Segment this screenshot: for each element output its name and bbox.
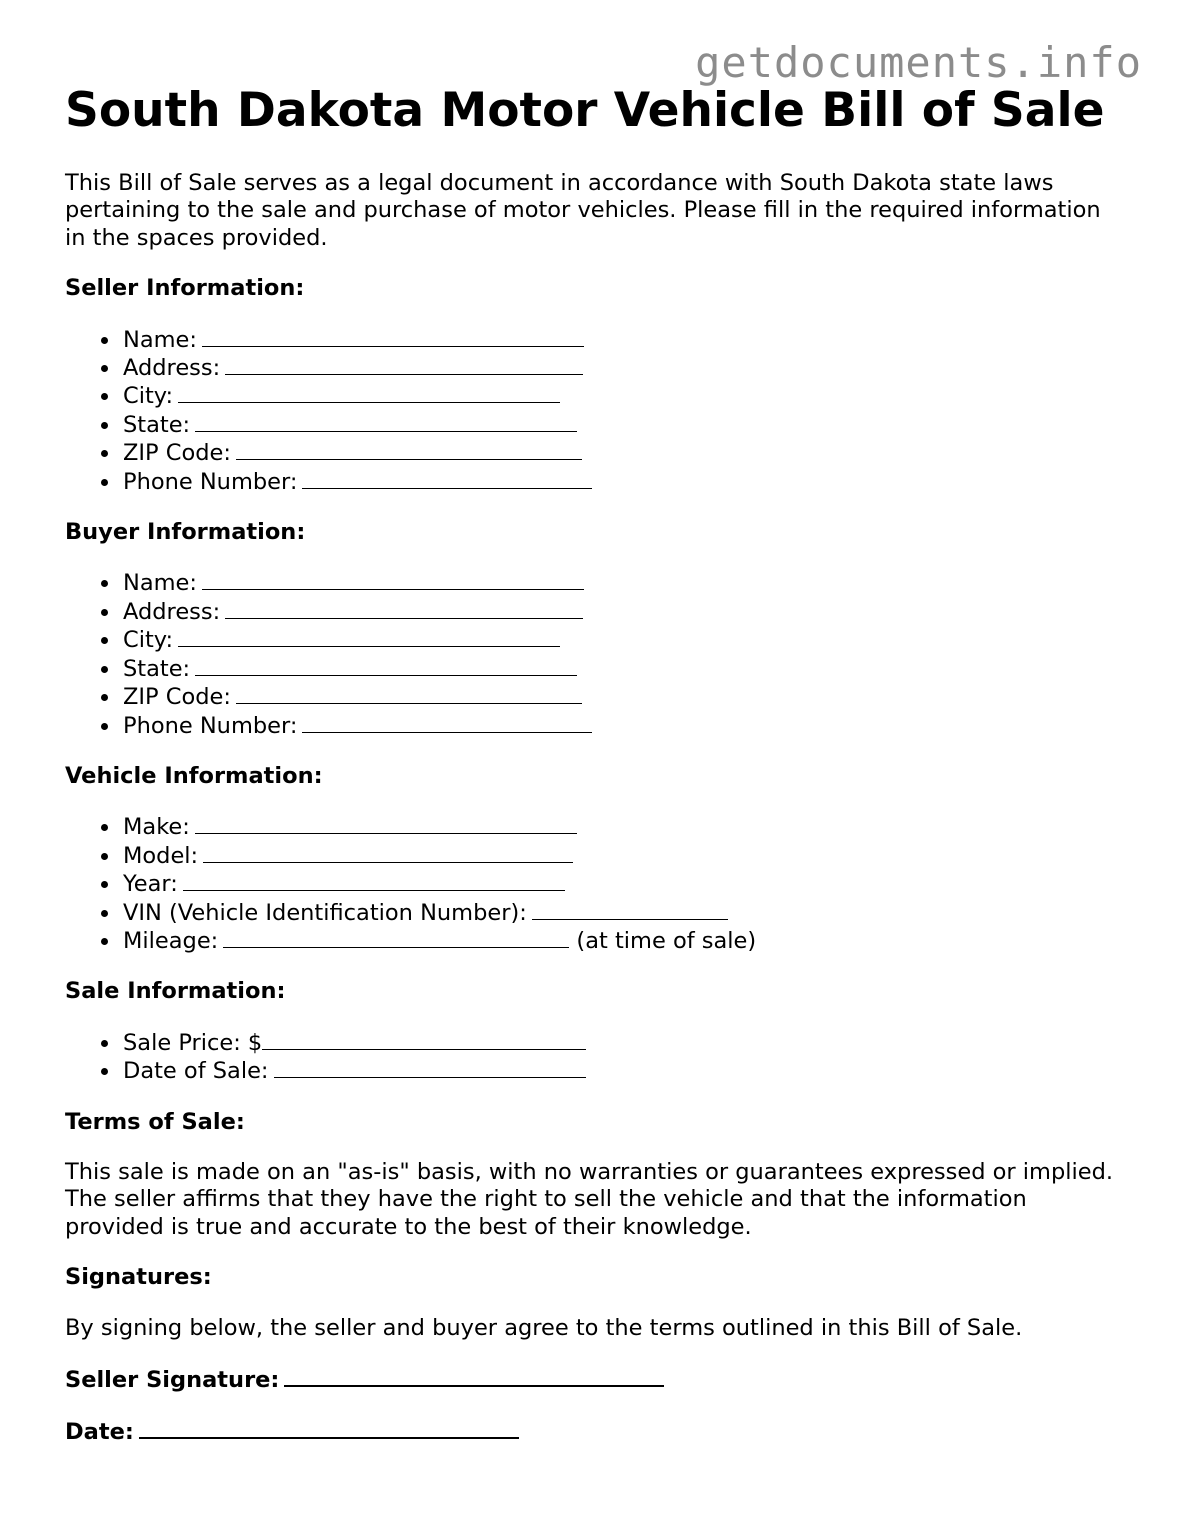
- sale-price-blank[interactable]: [262, 1029, 586, 1050]
- seller-state-field[interactable]: State:: [123, 411, 1125, 439]
- page-title: South Dakota Motor Vehicle Bill of Sale: [65, 83, 1105, 138]
- sale-fields: [65, 1029, 1125, 1086]
- date-field[interactable]: Date:: [65, 1417, 1125, 1446]
- vehicle-vin-field[interactable]: VIN (Vehicle Identification Number):: [123, 899, 1125, 927]
- vehicle-make-field[interactable]: Make:: [123, 813, 1125, 841]
- seller-phone-field[interactable]: Phone Number:: [123, 468, 1125, 496]
- terms-heading: Terms of Sale:: [65, 1108, 245, 1135]
- buyer-heading: Buyer Information:: [65, 519, 306, 546]
- vehicle-model-blank[interactable]: [203, 842, 573, 863]
- vehicle-mileage-blank[interactable]: [223, 927, 569, 948]
- sale-heading: Sale Information:: [65, 978, 286, 1005]
- intro-paragraph: This Bill of Sale serves as a legal document in accordance with South Dakota state laws pertaining to the sale and purchase of motor vehicles. Please fill in the required information in the spaces provided.: [65, 170, 1101, 251]
- seller-address-field[interactable]: Address:: [123, 354, 1125, 382]
- seller-fields: [65, 326, 1125, 496]
- seller-signature-field[interactable]: Seller Signature:: [65, 1365, 1125, 1394]
- vehicle-year-blank[interactable]: [183, 870, 565, 891]
- buyer-phone-field[interactable]: Phone Number:: [123, 712, 1125, 740]
- buyer-phone-blank[interactable]: [302, 712, 592, 733]
- vehicle-vin-blank[interactable]: [532, 899, 728, 920]
- vehicle-model-field[interactable]: Model:: [123, 842, 1125, 870]
- seller-zip-field[interactable]: ZIP Code:: [123, 439, 1125, 467]
- buyer-address-field[interactable]: Address:: [123, 598, 1125, 626]
- seller-name-field[interactable]: Name:: [123, 326, 1125, 354]
- signatures-heading: Signatures:: [65, 1264, 212, 1291]
- mileage-suffix: (at time of sale): [576, 927, 757, 954]
- seller-name-blank[interactable]: [202, 326, 584, 347]
- buyer-state-blank[interactable]: [195, 655, 577, 676]
- seller-address-blank[interactable]: [225, 354, 583, 375]
- buyer-city-blank[interactable]: [178, 626, 560, 647]
- buyer-address-blank[interactable]: [225, 598, 583, 619]
- watermark: getdocuments.info: [695, 38, 1142, 87]
- buyer-fields: [65, 569, 1125, 739]
- sale-price-field[interactable]: Sale Price: $: [123, 1029, 1125, 1057]
- seller-heading: Seller Information:: [65, 275, 305, 302]
- buyer-zip-blank[interactable]: [236, 683, 582, 704]
- terms-paragraph: This sale is made on an "as-is" basis, with no warranties or guarantees expressed or implied. The seller affirms that they have the right to sell the vehicle and that the information provided is true and accurate to the best of their knowledge.: [65, 1158, 1114, 1240]
- signatures-paragraph: By signing below, the seller and buyer agree to the terms outlined in this Bill of Sale.: [65, 1314, 1023, 1341]
- buyer-name-blank[interactable]: [202, 569, 584, 590]
- vehicle-mileage-field[interactable]: Mileage: (at time of sale): [123, 927, 1125, 955]
- seller-state-blank[interactable]: [195, 411, 577, 432]
- buyer-city-field[interactable]: City:: [123, 626, 1125, 654]
- buyer-name-field[interactable]: Name:: [123, 569, 1125, 597]
- sale-date-field[interactable]: Date of Sale:: [123, 1057, 1125, 1085]
- seller-city-blank[interactable]: [178, 382, 560, 403]
- document: [65, 80, 1125, 1447]
- seller-signature-blank[interactable]: [284, 1365, 664, 1387]
- seller-zip-blank[interactable]: [236, 439, 582, 460]
- seller-city-field[interactable]: City:: [123, 382, 1125, 410]
- vehicle-year-field[interactable]: Year:: [123, 870, 1125, 898]
- vehicle-fields: [65, 813, 1125, 955]
- buyer-zip-field[interactable]: ZIP Code:: [123, 683, 1125, 711]
- vehicle-make-blank[interactable]: [195, 813, 577, 834]
- seller-phone-blank[interactable]: [302, 468, 592, 489]
- date-blank[interactable]: [139, 1417, 519, 1439]
- vehicle-heading: Vehicle Information:: [65, 762, 323, 789]
- sale-date-blank[interactable]: [274, 1057, 586, 1078]
- buyer-state-field[interactable]: State:: [123, 655, 1125, 683]
